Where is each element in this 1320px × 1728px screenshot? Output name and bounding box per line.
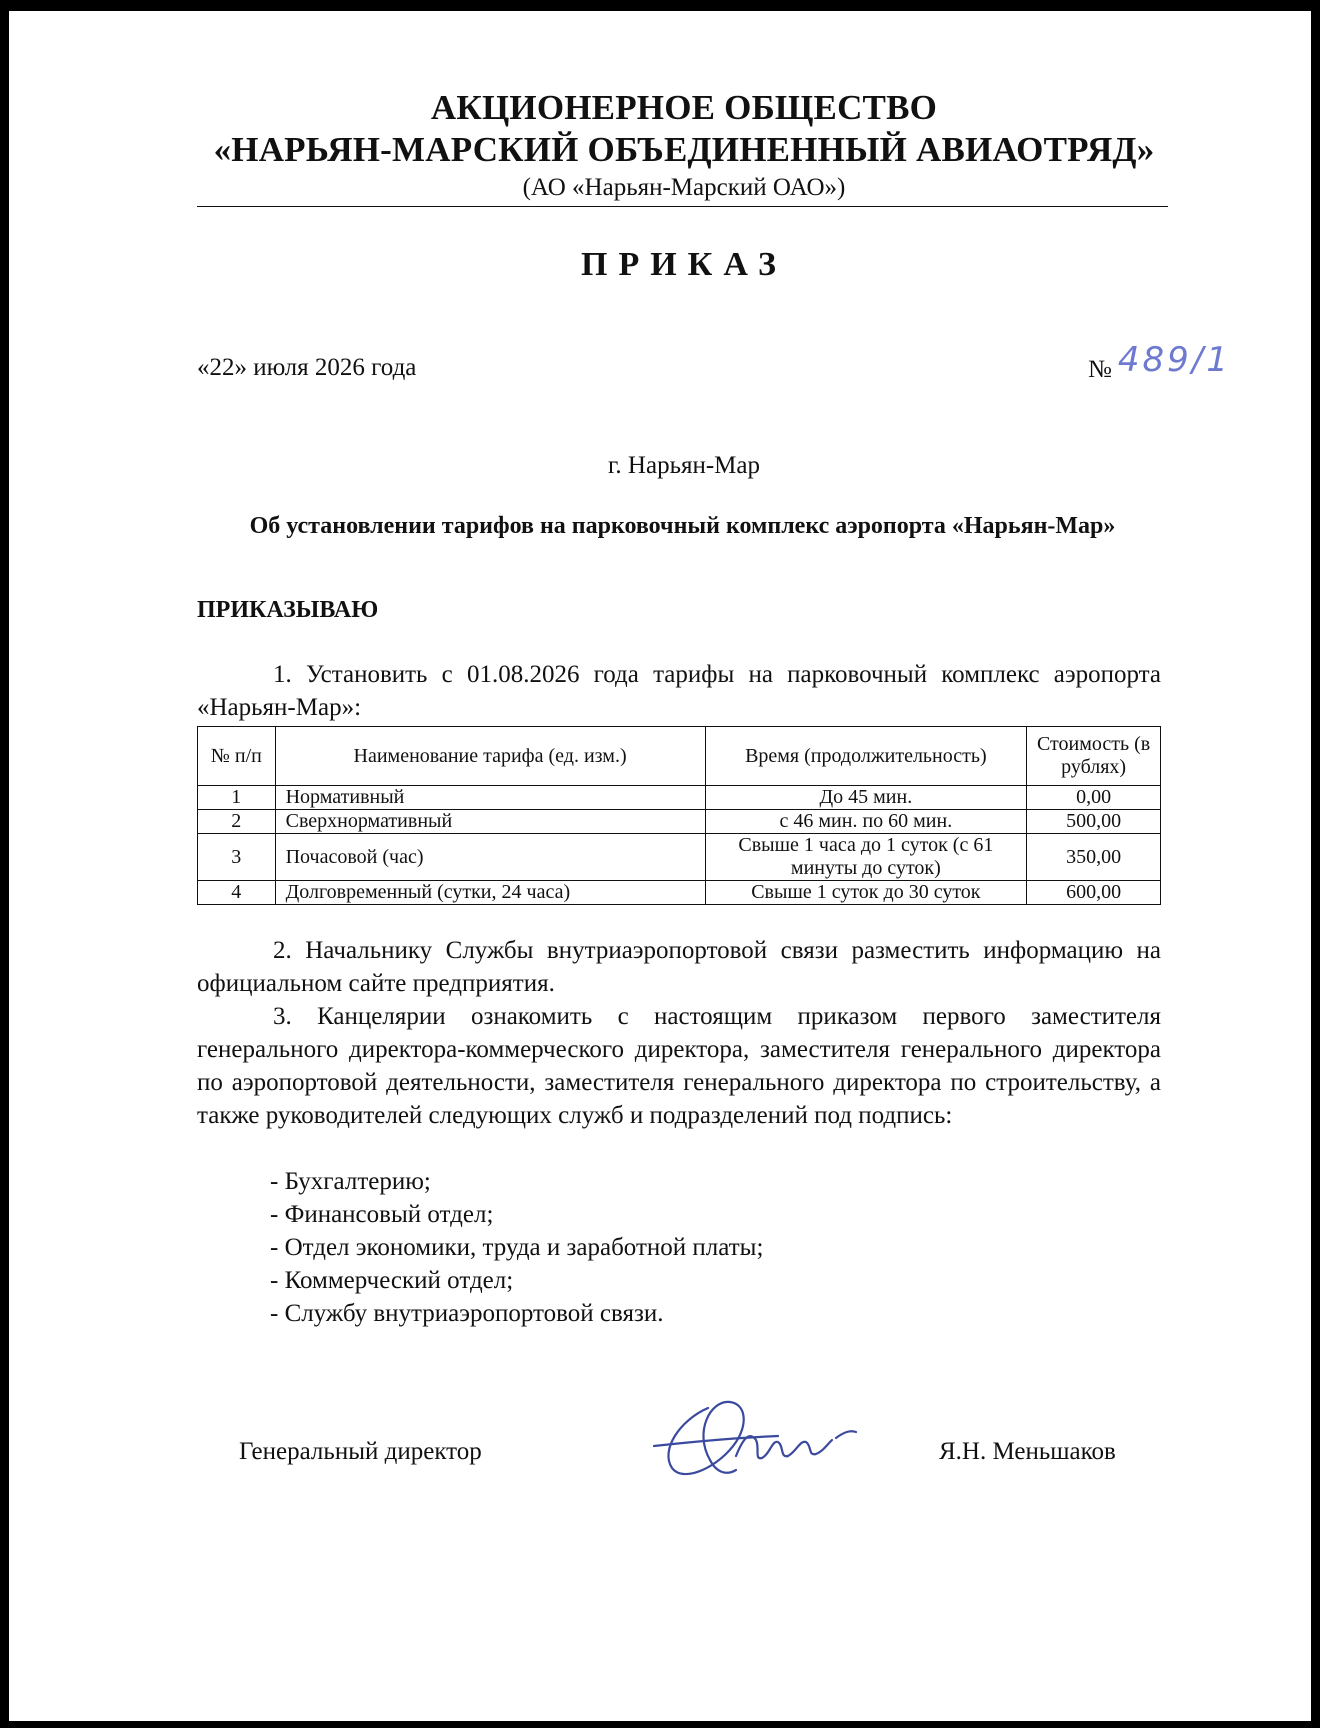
table-row xyxy=(198,881,1161,905)
cell-name: Почасовой (час) xyxy=(275,834,705,881)
signatory-name: Я.Н. Меньшаков xyxy=(939,1438,1116,1465)
cell-cost: 350,00 xyxy=(1027,834,1161,881)
cell-cost: 0,00 xyxy=(1027,786,1161,810)
cell-name: Сверхнормативный xyxy=(275,810,705,834)
table-row xyxy=(198,834,1161,881)
table-row xyxy=(198,810,1161,834)
paragraph-3: 3. Канцелярии ознакомить с настоящим приказом первого заместителя генерального директора-коммерческого директора, заместителя генерального директора по аэропортовой деятельности, заместителя генерального директора по строительству, а также руководителей следующих служб и подразделений под подпись: xyxy=(197,1003,1161,1129)
cell-time: с 46 мин. по 60 мин. xyxy=(705,810,1027,834)
cell-cost: 600,00 xyxy=(1027,881,1161,905)
tariff-table xyxy=(197,726,1161,905)
order-word: ПРИКАЗЫВАЮ xyxy=(197,597,379,623)
header-divider xyxy=(197,206,1168,207)
number-sign: № xyxy=(1088,356,1112,383)
table-header-row xyxy=(198,727,1161,786)
cell-time: Свыше 1 часа до 1 суток (с 61 минуты до суток) xyxy=(705,834,1027,881)
list-item: - Службу внутриаэропортовой связи. xyxy=(270,1300,664,1327)
header-num: № п/п xyxy=(198,727,276,786)
department-list xyxy=(270,1165,763,1330)
org-name-line1: АКЦИОНЕРНОЕ ОБЩЕСТВО xyxy=(430,88,938,127)
cell-num: 2 xyxy=(198,810,276,834)
cell-num: 1 xyxy=(198,786,276,810)
list-item: - Бухгалтерию; xyxy=(270,1168,431,1195)
paragraph-2: 2. Начальнику Службы внутриаэропортовой связи разместить информацию на официальном сайте предприятия. xyxy=(197,937,1161,997)
cell-cost: 500,00 xyxy=(1027,810,1161,834)
document-title: ПРИКАЗ xyxy=(581,246,787,283)
cell-name: Долговременный (сутки, 24 часа) xyxy=(275,881,705,905)
header-name: Наименование тарифа (ед. изм.) xyxy=(275,727,705,786)
org-short-name: (АО «Нарьян-Марский ОАО») xyxy=(522,174,846,201)
document-date: «22» июля 2026 года xyxy=(197,354,417,381)
cell-time: Свыше 1 суток до 30 суток xyxy=(705,881,1027,905)
org-name-line2: «НАРЬЯН-МАРСКИЙ ОБЪЕДИНЕННЫЙ АВИАОТРЯД» xyxy=(213,130,1155,169)
cell-name: Нормативный xyxy=(275,786,705,810)
handwritten-number: 489/1 xyxy=(1117,340,1231,380)
list-item: - Отдел экономики, труда и заработной платы; xyxy=(270,1234,764,1261)
signature-strokes xyxy=(654,1402,856,1474)
document-number xyxy=(1088,340,1231,386)
cell-num: 4 xyxy=(198,881,276,905)
table-row xyxy=(198,786,1161,810)
paragraph-1: 1. Установить с 01.08.2026 года тарифы на парковочный комплекс аэропорта «Нарьян-Мар»: xyxy=(197,661,1161,721)
cell-num: 3 xyxy=(198,834,276,881)
header-cost: Стоимость (в рублях) xyxy=(1027,727,1161,786)
handwritten-signature xyxy=(650,1380,870,1490)
header-time: Время (продолжительность) xyxy=(705,727,1027,786)
document-city: г. Нарьян-Мар xyxy=(607,452,760,479)
document-subject: Об установлении тарифов на парковочный комплекс аэропорта «Нарьян-Мар» xyxy=(249,513,1116,539)
signatory-role: Генеральный директор xyxy=(239,1438,482,1465)
list-item: - Финансовый отдел; xyxy=(270,1201,494,1228)
list-item: - Коммерческий отдел; xyxy=(270,1267,514,1294)
cell-time: До 45 мин. xyxy=(705,786,1027,810)
